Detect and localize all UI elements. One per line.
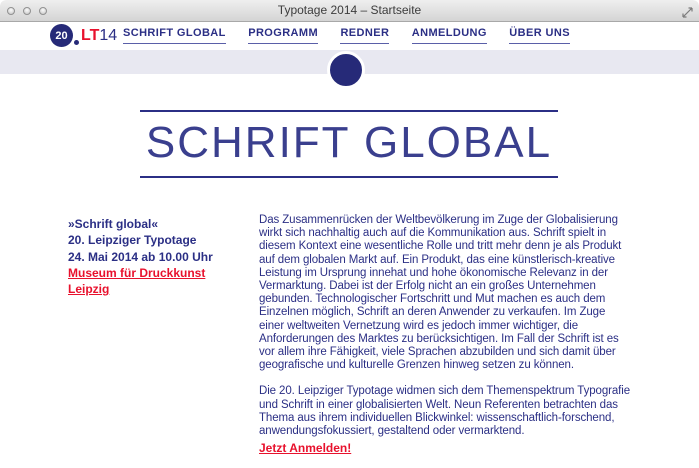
logo-year-text: 14 [99,26,118,44]
venue-link[interactable]: Museum für Druckkunst Leipzig [68,265,206,297]
window-title: Typotage 2014 – Startseite [277,3,422,17]
logo-circle: 20 [50,24,73,47]
heading-rule-top [140,110,558,112]
paragraph-typotage: Die 20. Leipziger Typotage widmen sich dem Themenspektrum Typografie und Schrift in einer globalisierten Welt. Neun Referenten betrachten das Thema aus ihrem individuellen Blickwinkel: wissenschaftlich-forschend, anwendungsfokussiert, gestaltend oder vermarktend. [259,385,630,438]
event-date: 24. Mai 2014 ab 10.00 Uhr [68,249,213,264]
paragraph-globalisierung: Das Zusammenrücken der Weltbevölkerung im Zuge der Globalisierung wirkt sich nachhaltig auch auf die Kommunikation aus. Schrift spielt in diesem Kontext eine wesentliche Rolle und tritt mehr denn je als Produkt auf dem globalen Markt auf. Ein Produkt, das eine künstlerisch-kreative Leistung im Ursprung innehat und hohe ökonomische Relevanz in der Vermarktung. Dabei ist der Erfolg nicht an ein großes Unternehmen gebunden. Technologischer Fortschritt und Mut machen es auch dem Einzelnen möglich, Schrift an deren Anwender zu verkaufen. Im Zuge einer weltweiten Vernetzung wird es jedoch immer wichtiger, die Anforderungen des Marktes zu berücksichtigen. Im Fall der Schrift ist es vor allem ihre Fähigkeit, viele Sprachen abzubilden und sich damit über geografische und kulturelle Grenzen hinweg setzen zu können. [259,214,622,372]
nav-item-redner[interactable]: REDNER [340,27,389,44]
main-navigation [123,27,570,44]
title-bar[interactable] [0,0,699,22]
logo-dot-icon [74,40,79,45]
register-link[interactable]: Jetzt Anmelden! [259,441,352,455]
event-info [68,216,248,297]
nav-item-anmeldung[interactable]: ANMELDUNG [412,27,487,44]
nav-item-programm[interactable]: PROGRAMM [248,27,318,44]
intro-text [259,214,631,438]
nav-item-ueber-uns[interactable]: ÜBER UNS [509,27,570,44]
event-title: »Schrift global« [68,217,159,231]
fullscreen-icon[interactable] [682,5,693,16]
heading-rule-bottom [140,176,558,178]
nav-item-schrift-global[interactable]: SCHRIFT GLOBAL [123,27,226,44]
page-title: SCHRIFT GLOBAL [145,118,553,167]
event-name: 20. Leipziger Typotage [68,233,197,248]
hero-circle-icon [327,51,365,89]
nav-bar [0,23,699,50]
site-logo[interactable] [50,24,117,47]
logo-lt-text: LT [81,26,100,44]
